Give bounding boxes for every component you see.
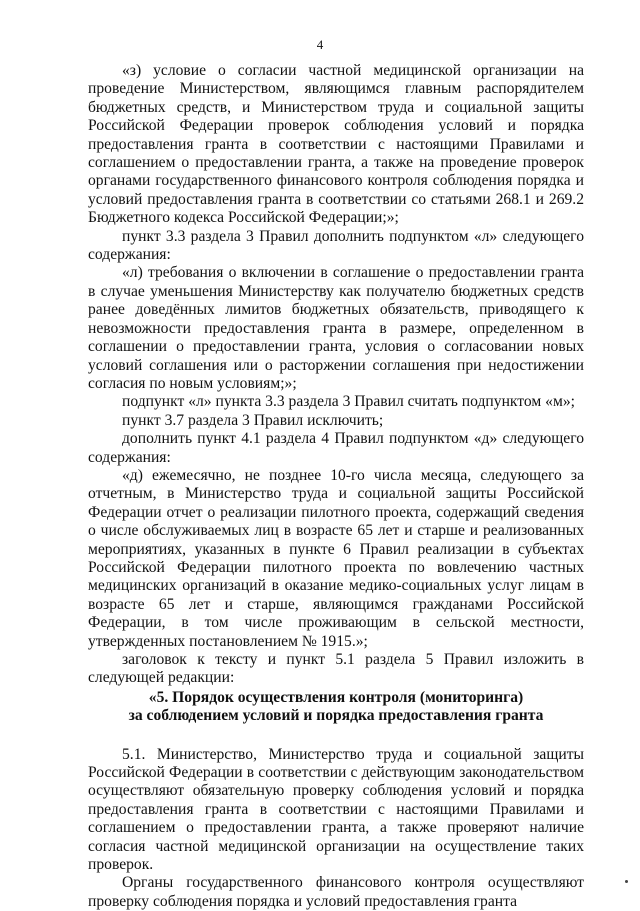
paragraph-heading-intro: заголовок к тексту и пункт 5.1 раздела 5 Правил изложить в следующей редакции: [88, 651, 584, 687]
paragraph-exclude-point: пункт 3.7 раздела 3 Правил исключить; [122, 411, 384, 429]
section-heading [88, 689, 584, 726]
scan-speck [625, 880, 628, 883]
paragraph-subpoint-z: «з) условие о согласии частной медицинской организации на проведение Министерством, являющимся главным распорядителем бюджетных средств, и Министерством труда и социальной защиты Российской Федерации проверок соблюдения условий и порядка предоставления гранта в соответствии с настоящими Правилами и соглашением о предоставлении гранта, а также на проведение проверок органами государственного финансового контроля соблюдения порядка и условий предоставления гранта в соответствии со статьями 268.1 и 269.2 Бюджетного кодекса Российской Федерации;»; [88, 62, 584, 227]
paragraph-rename-subpoint: подпункт «л» пункта 3.3 раздела 3 Правил считать подпунктом «м»; [122, 393, 575, 411]
paragraph-point-5-1: 5.1. Министерство, Министерство труда и социальной защиты Российской Федерации в соответствии с действующим законодательством осуществляют обязательную проверку соблюдения условий и порядка предоставления гранта в соответствии с настоящими Правилами и соглашением о предоставлении гранта, а также проверяют наличие согласия частной медицинской организации на осуществление таких проверок. [88, 745, 584, 874]
paragraph-control-bodies: Органы государственного финансового контроля осуществляют проверку соблюдения порядка и условий предоставления гранта [88, 874, 584, 910]
page-number: 4 [316, 37, 324, 52]
section-heading-line-2: за соблюдением условий и порядка предоставления гранта [128, 707, 544, 725]
paragraph-add-subpoint-l: пункт 3.3 раздела 3 Правил дополнить подпунктом «л» следующего содержания: [88, 227, 584, 264]
paragraph-subpoint-l: «л) требования о включении в соглашение о предоставлении гранта в случае уменьшения Министерству как получателю бюджетных средств ранее доведённых лимитов бюджетных обязательств, приводящего к невозможности предоставления гранта в размере, определенном в соглашении о предоставлении гранта, условия о согласовании новых условий соглашения или о расторжении соглашения при недостижении согласия по новым условиям;»; [88, 264, 584, 392]
document-body [88, 62, 584, 911]
paragraph-subpoint-d: «д) ежемесячно, не позднее 10-го числа месяца, следующего за отчетным, в Министерство труда и социальной защиты Российской Федерации отчет о реализации пилотного проекта, содержащий сведения о числе обслуживаемых лиц в возрасте 65 лет и старше и реализованных мероприятиях, указанных в пункте 6 Правил реализации в субъектах Российской Федерации пилотного проекта по вовлечению частных медицинских организаций в оказание медико-социальных услуг лицам в возрасте 65 лет и старше, являющимся гражданами Российской Федерации, в том числе проживающим в сельской местности, утвержденных постановлением № 1915.»; [88, 466, 584, 650]
section-heading-line-1: «5. Порядок осуществления контроля (мониторинга) [148, 688, 524, 706]
paragraph-add-subpoint-d: дополнить пункт 4.1 раздела 4 Правил подпунктом «д» следующего содержания: [88, 430, 584, 466]
